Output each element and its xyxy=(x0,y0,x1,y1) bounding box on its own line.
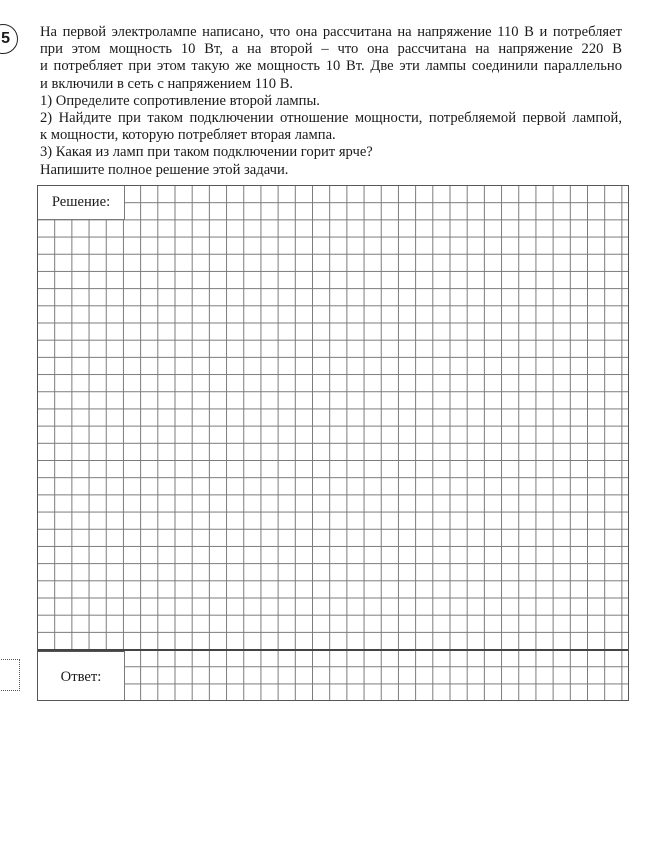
task-text xyxy=(40,24,622,179)
answer-label: Ответ: xyxy=(38,651,125,701)
task-line: На первой электролампе написано, что она рассчитана на напряжение 110 В и потребляет xyxy=(40,24,622,40)
task-line: и включили в сеть с напряжением 110 В. xyxy=(40,75,294,92)
question-1: 1) Определите сопротивление второй лампы. xyxy=(40,92,320,109)
solution-label: Решение: xyxy=(38,186,125,220)
task-number-badge: 5 xyxy=(0,24,18,54)
question-2: 2) Найдите при таком подключении отношение мощности, потребляемой первой лампой, xyxy=(40,110,622,127)
solution-grid[interactable] xyxy=(37,185,629,701)
question-2-cont: к мощности, которую потребляет вторая лампа. xyxy=(40,127,336,144)
task-line: при этом мощность 10 Вт, а на второй – что она рассчитана на напряжение 220 В xyxy=(40,41,622,58)
question-3: 3) Какая из ламп при таком подключении горит ярче? xyxy=(40,144,373,161)
answer-divider xyxy=(38,649,628,651)
task-line: и потребляет при этом такую же мощность 10 Вт. Две эти лампы соединили параллельно xyxy=(40,58,622,75)
instruction: Напишите полное решение этой задачи. xyxy=(40,161,289,178)
score-box xyxy=(0,659,20,691)
